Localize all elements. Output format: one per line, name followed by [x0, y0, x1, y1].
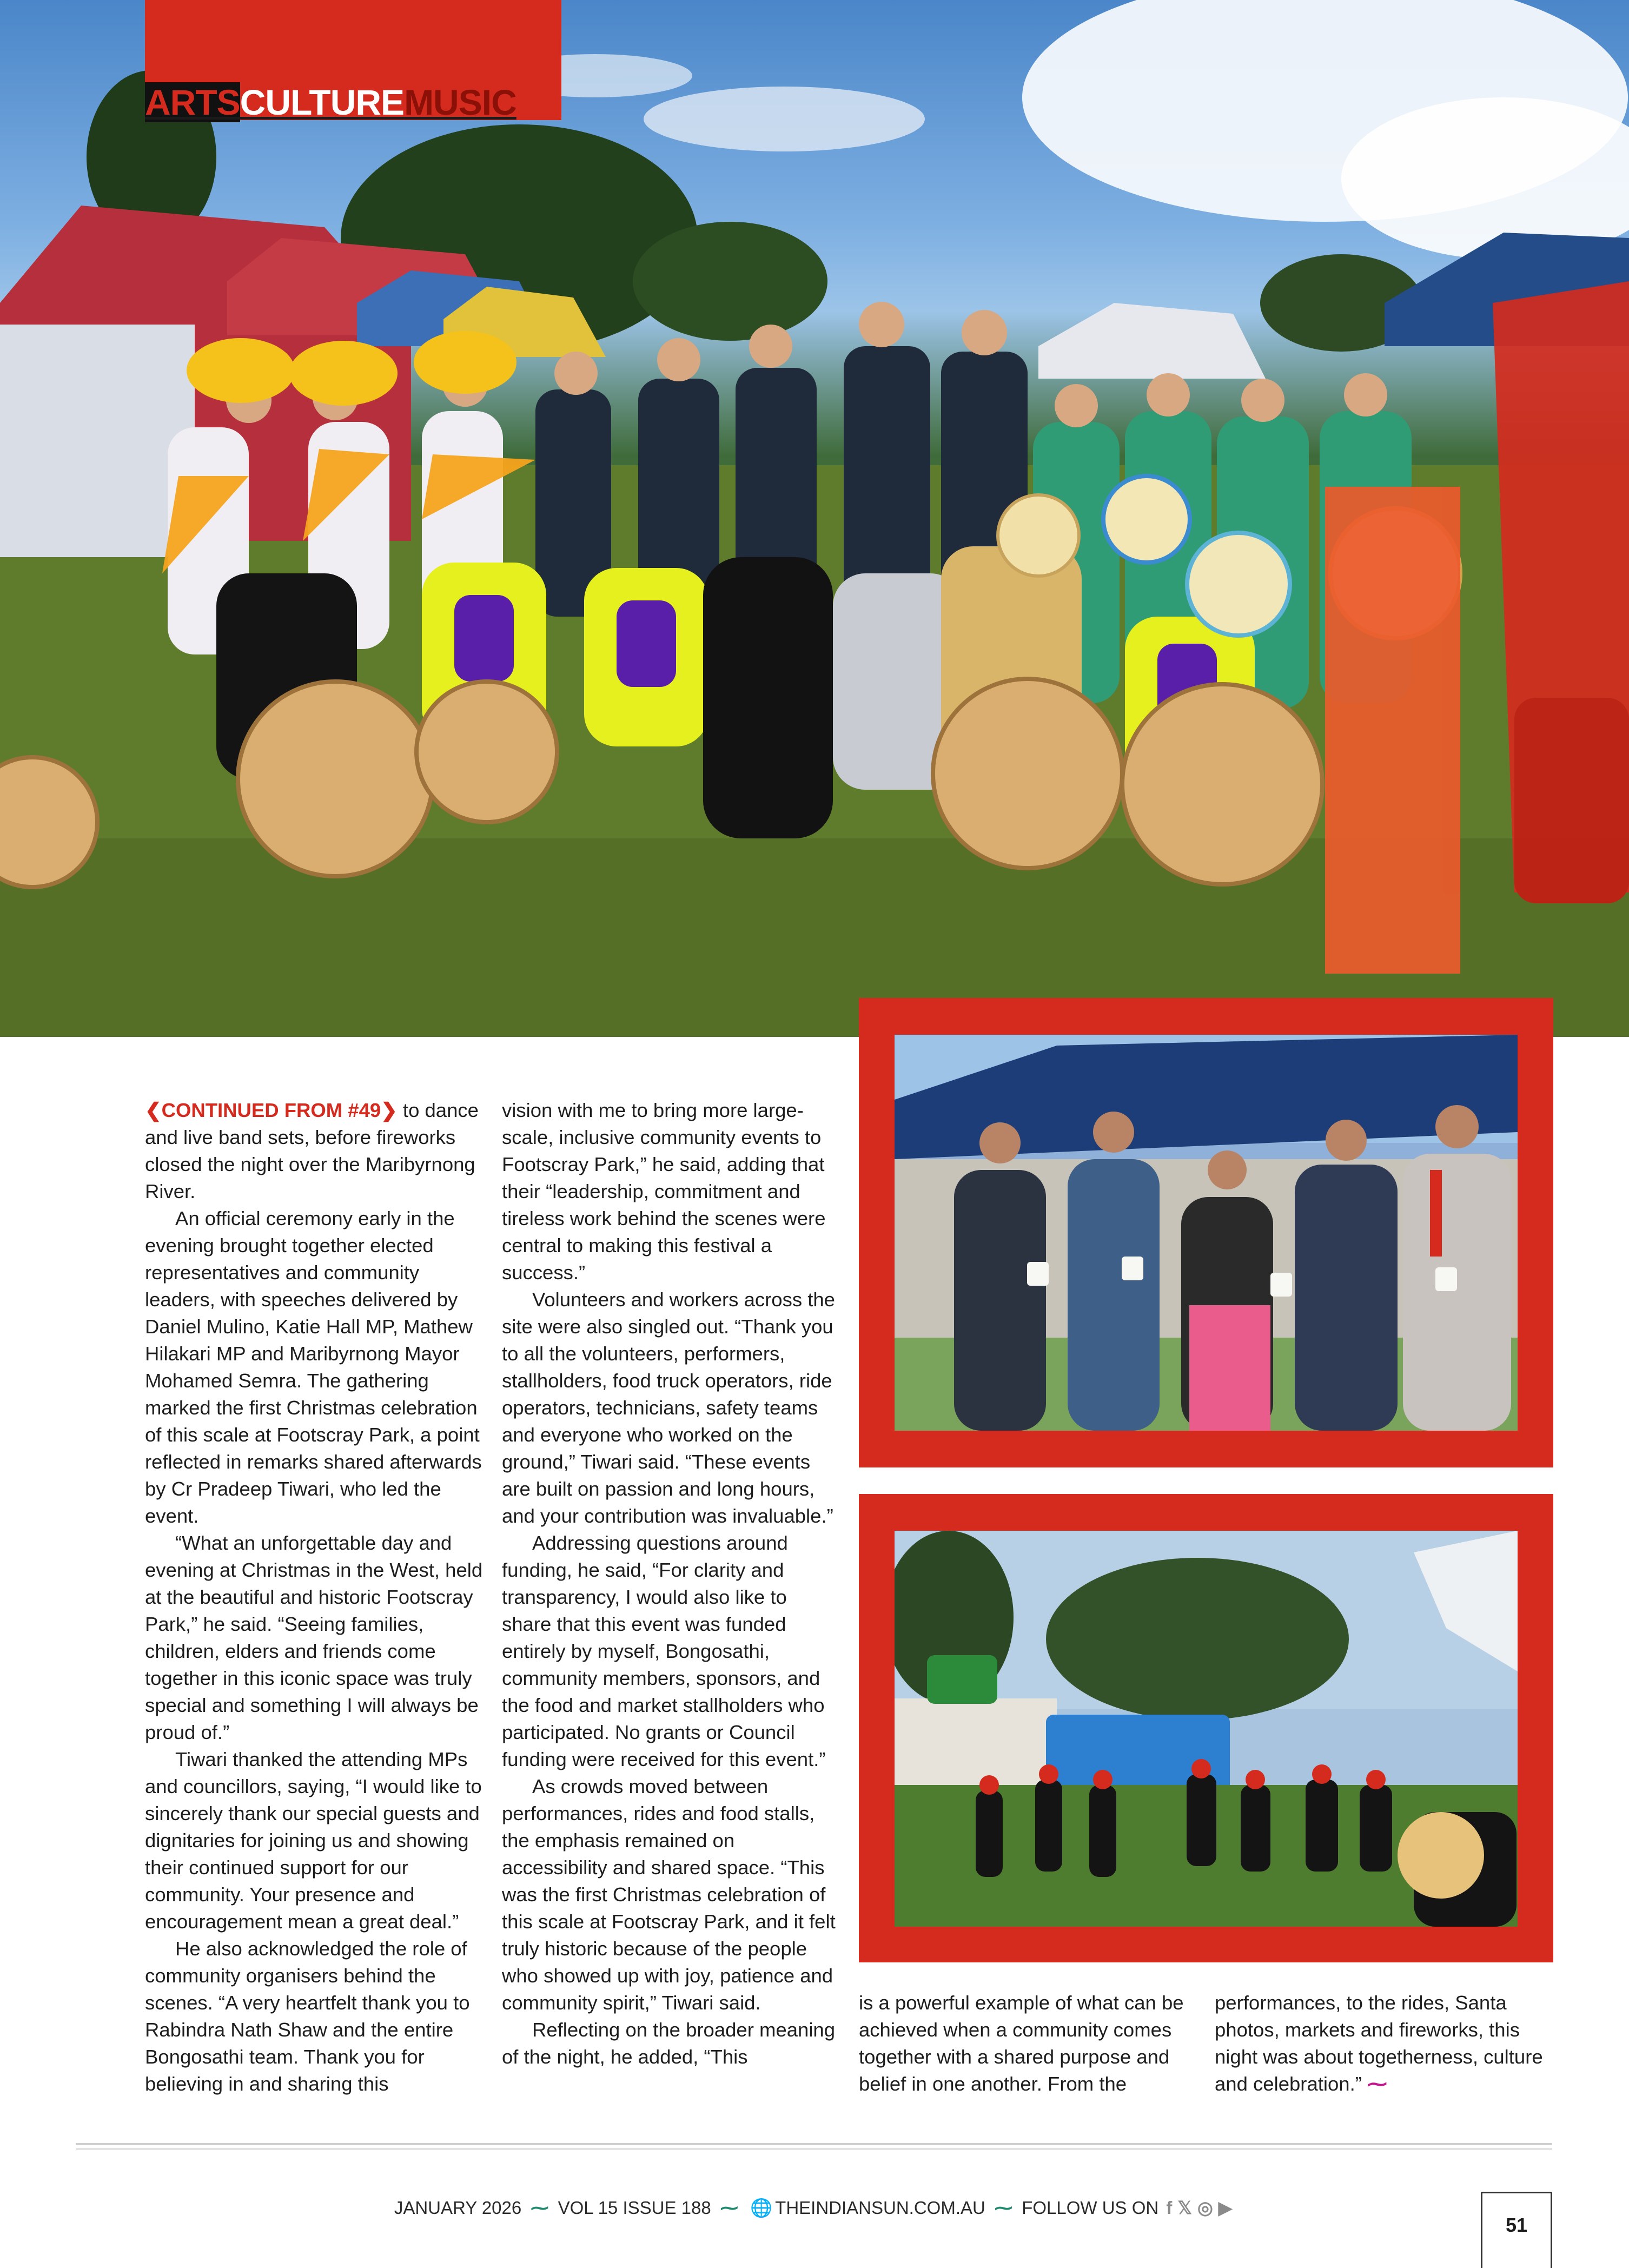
- instagram-icon[interactable]: ◎: [1197, 2198, 1213, 2218]
- facebook-icon[interactable]: f: [1166, 2198, 1173, 2218]
- article-col1-para-4: Tiwari thanked the attending MPs and councillors, saying, “I would like to sincerely thank our special guests and dignitaries for joining us and showing their continued support for our community. Your presence and encouragement mean a great deal.”: [145, 1748, 482, 1933]
- inset-photo-dignitaries: [895, 1035, 1518, 1431]
- footer-volume: VOL 15 ISSUE 188: [558, 2198, 711, 2218]
- article-col1-para-1: [145, 1097, 485, 1205]
- x-twitter-icon[interactable]: 𝕏: [1177, 2198, 1192, 2218]
- globe-icon: 🌐: [750, 2198, 773, 2218]
- article-column-1: [145, 1097, 485, 2098]
- article-col2-para-3: Addressing questions around funding, he said, “For clarity and transparency, I would also like to share that this event was funded entirely by myself, Bongosathi, community members, sponsors, and the food and market stallholders who participated. No grants or Council funding were received for this event.”: [502, 1532, 826, 1770]
- article-col2-para-5: Reflecting on the broader meaning of the night, he added, “This: [502, 2019, 836, 2068]
- article-column-2: [502, 1097, 842, 2071]
- inset-photo-frame-bottom: [859, 1494, 1553, 1962]
- article-col3-para-1: is a powerful example of what can be achieved when a community comes together with a shared purpose and belief in one another. From the: [859, 1992, 1184, 2095]
- inset-photo-dancers: [895, 1531, 1518, 1927]
- footer-separator: ⁓: [531, 2198, 549, 2218]
- section-word-culture: CULTURE: [240, 82, 405, 122]
- hero-photo: [0, 0, 1629, 1037]
- youtube-icon[interactable]: ▶: [1218, 2198, 1233, 2218]
- section-word-music: MUSIC: [404, 82, 516, 122]
- page-number: 51: [1505, 2214, 1528, 2236]
- footer-follow-label: FOLLOW US ON: [1022, 2198, 1159, 2218]
- footer-rule-bottom: [76, 2148, 1552, 2150]
- page-footer: [0, 2197, 1629, 2219]
- article-col2-para-2: Volunteers and workers across the site were also singled out. “Thank you to all the volunteers, performers, stallholders, food truck operators, ride operators, technicians, safety teams and everyone who worked on the ground,” Tiwari said. “These events are built on passion and long hours, and your contribution was invaluable.”: [502, 1288, 835, 1527]
- article-column-4: [1215, 1989, 1553, 2098]
- article-column-3: [859, 1989, 1200, 2098]
- page-number-box: [1481, 2192, 1552, 2268]
- article-col4-para-1: [1215, 1989, 1553, 2098]
- inset-photo-dancers-illustration: [895, 1531, 1518, 1927]
- article-col1-para-1-text: to dance and live band sets, before fireworks closed the night over the Maribyrnong River.: [145, 1099, 479, 1202]
- continued-from-label: ❮CONTINUED FROM #49❯: [145, 1099, 398, 1121]
- footer-separator: ⁓: [995, 2198, 1013, 2218]
- section-header-tab: [145, 0, 561, 120]
- article-col2-para-4: As crowds moved between performances, rides and food stalls, the emphasis remained on accessibility and shared space. “This was the first Christmas celebration of this scale at Footscray Park, and it felt truly historic because of the people who showed up with joy, patience and community spirit,” Tiwari said.: [502, 1775, 836, 2014]
- end-of-article-mark: ⁓: [1367, 2073, 1387, 2095]
- inset-photo-frame-top: [859, 998, 1553, 1467]
- footer-rule-top: [76, 2143, 1552, 2145]
- section-header-label: [145, 84, 516, 120]
- section-word-arts: ARTS: [145, 82, 240, 122]
- article-col1-para-2: An official ceremony early in the evening brought together elected representatives and community leaders, with speeches delivered by Daniel Mulino, Katie Hall MP, Mathew Hilakari MP and Maribyrnong Mayor Mohamed Semra. The gathering marked the first Christmas celebration of this scale at Footscray Park, a point reflected in remarks shared afterwards by Cr Pradeep Tiwari, who led the event.: [145, 1207, 482, 1527]
- inset-photo-dignitaries-illustration: [895, 1035, 1518, 1431]
- footer-issue-date: JANUARY 2026: [394, 2198, 522, 2218]
- footer-website-link[interactable]: THEINDIANSUN.COM.AU: [775, 2198, 985, 2218]
- article-col2-para-1: vision with me to bring more large-scale, inclusive community events to Footscray Park,” he said, adding that their “leadership, commitment and tireless work behind the scenes were central to making this festival a success.”: [502, 1099, 826, 1284]
- article-col4-text: performances, to the rides, Santa photos, markets and fireworks, this night was about togetherness, culture and celebration.”: [1215, 1992, 1543, 2095]
- hero-photo-illustration: [0, 0, 1629, 1037]
- article-col1-para-3: “What an unforgettable day and evening at Christmas in the West, held at the beautiful and historic Footscray Park,” he said. “Seeing families, children, elders and friends come together in this iconic space was truly special and something I will always be proud of.”: [145, 1532, 483, 1743]
- article-col1-para-5: He also acknowledged the role of community organisers behind the scenes. “A very heartfelt thank you to Rabindra Nath Shaw and the entire Bongosathi team. Thank you for believing in and sharing this: [145, 1938, 470, 2095]
- footer-separator: ⁓: [720, 2198, 738, 2218]
